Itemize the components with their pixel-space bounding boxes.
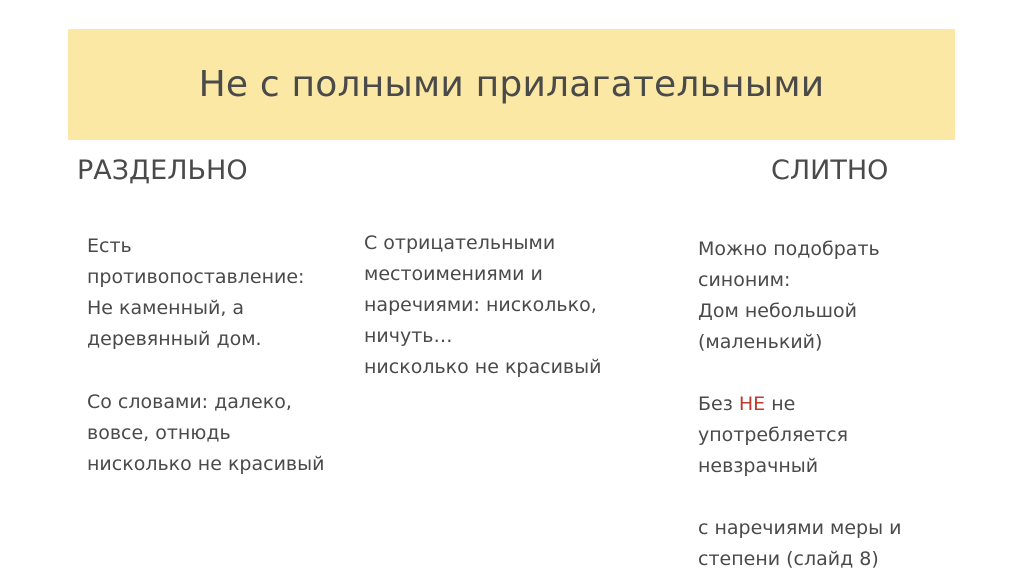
rule-without-ne-prefix: Без <box>698 393 739 415</box>
rule-adverbs-measure: с наречиями меры и степени (слайд 8) <box>698 517 902 570</box>
rule-synonym: Можно подобрать синоним: Дом небольшой (маленький) <box>698 238 880 353</box>
rule-without-ne-suffix: не употребляется невзрачный <box>698 393 849 477</box>
heading-separately: РАЗДЕЛЬНО <box>77 155 248 186</box>
heading-together: СЛИТНО <box>771 155 889 186</box>
ne-highlight: НЕ <box>738 393 766 415</box>
slide-title: Не с полными прилагательными <box>198 64 825 105</box>
title-band <box>68 29 955 140</box>
rule-without-ne <box>698 389 918 482</box>
rule-negative-pronouns: С отрицательными местоимениями и наречиями: нисколько, ничуть… нисколько не красивый <box>364 232 602 378</box>
rule-words-far: Со словами: далеко, вовсе, отнюдь нисколько не красивый <box>87 391 325 475</box>
rule-opposition: Есть противопоставление: Не каменный, а деревянный дом. <box>87 235 305 350</box>
